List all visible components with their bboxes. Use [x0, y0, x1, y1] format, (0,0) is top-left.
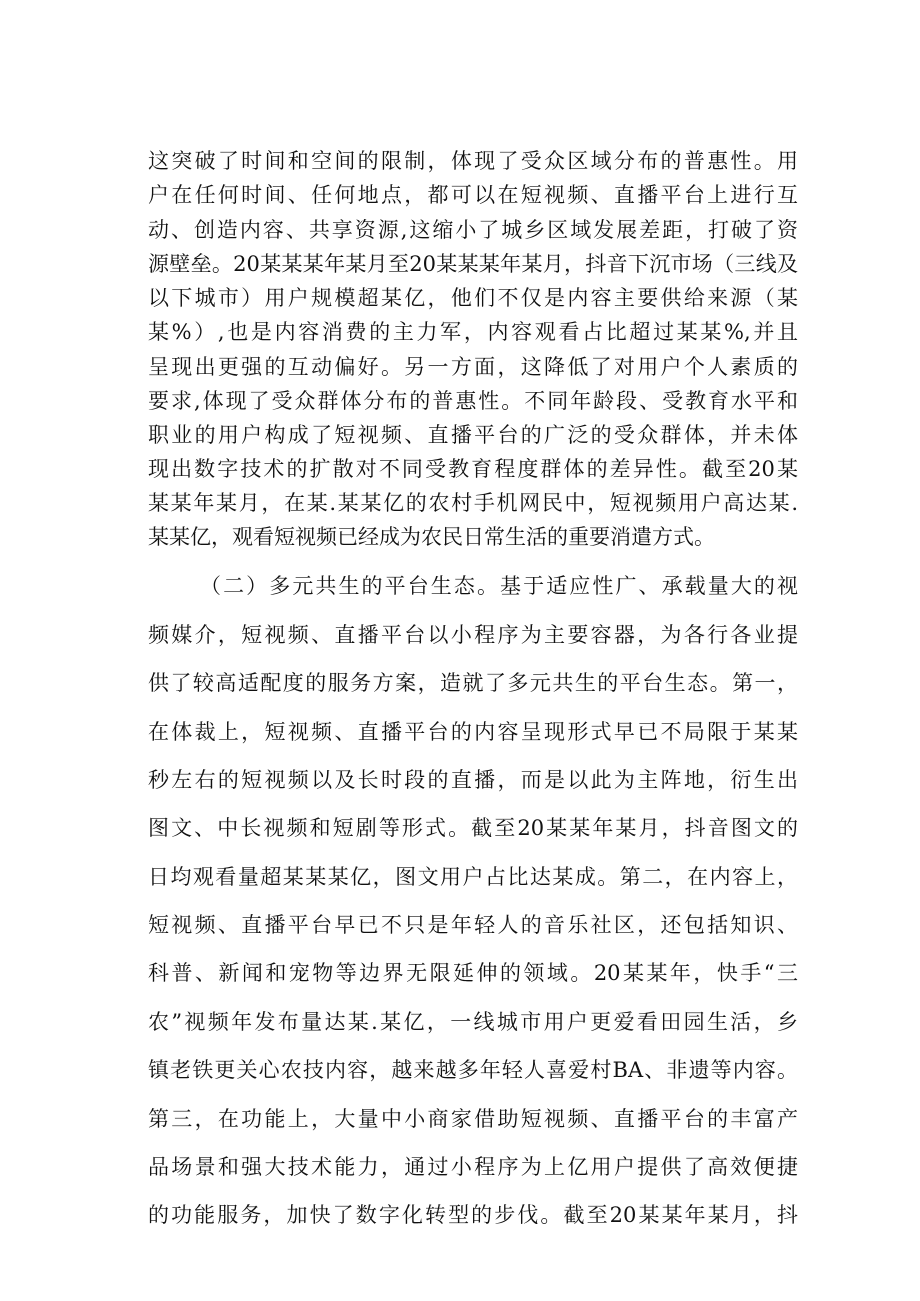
- paragraph-line: 的功能服务，加快了数字化转型的步伐。截至20某某年某月，抖: [148, 1203, 798, 1227]
- paragraph-line: 科普、新闻和宠物等边界无限延伸的领域。20某某年，快手“三: [148, 961, 798, 985]
- paragraph-line: 镇老铁更关心农技内容，越来越多年轻人喜爱村BA、非遗等内容。: [148, 1058, 798, 1082]
- paragraph-line: 秒左右的短视频以及长时段的直播，而是以此为主阵地，衍生出: [148, 768, 798, 792]
- paragraph-line: 现出数字技术的扩散对不同受教育程度群体的差异性。截至20某: [148, 457, 798, 481]
- paragraph-line: 日均观看量超某某某亿，图文用户占比达某成。第二，在内容上，: [148, 865, 798, 889]
- paragraph-line: 在体裁上，短视频、直播平台的内容呈现形式早已不局限于某某: [148, 720, 798, 744]
- paragraph-line: （二）多元共生的平台生态。基于适应性广、承载量大的视: [200, 574, 798, 598]
- paragraph-line: 动、创造内容、共享资源,这缩小了城乡区域发展差距，打破了资: [148, 218, 798, 242]
- paragraph-line: 短视频、直播平台早已不只是年轻人的音乐社区，还包括知识、: [148, 913, 798, 937]
- paragraph-line: 呈现出更强的互动偏好。另一方面，这降低了对用户个人素质的: [148, 355, 798, 379]
- paragraph-line: 源壁垒。20某某某年某月至20某某某年某月，抖音下沉市场（三线及: [148, 252, 798, 276]
- paragraph-line: 品场景和强大技术能力，通过小程序为上亿用户提供了高效便捷: [148, 1155, 798, 1179]
- paragraph-line: 某某亿，观看短视频已经成为农民日常生活的重要消遣方式。: [148, 525, 715, 549]
- paragraph-line: 供了较高适配度的服务方案，造就了多元共生的平台生态。第一，: [148, 671, 798, 695]
- paragraph-line: 某某年某月，在某.某某亿的农村手机网民中，短视频用户高达某.: [148, 491, 798, 515]
- paragraph-line: 第三，在功能上，大量中小商家借助短视频、直播平台的丰富产: [148, 1107, 798, 1131]
- paragraph-line: 职业的用户构成了短视频、直播平台的广泛的受众群体，并未体: [148, 423, 798, 447]
- paragraph-line: 农”视频年发布量达某.某亿，一线城市用户更爱看田园生活，乡: [148, 1010, 798, 1034]
- paragraph-line: 图文、中长视频和短剧等形式。截至20某某年某月，抖音图文的: [148, 816, 798, 840]
- paragraph-line: 以下城市）用户规模超某亿，他们不仅是内容主要供给来源（某: [148, 286, 798, 310]
- paragraph-line: 频媒介，短视频、直播平台以小程序为主要容器，为各行各业提: [148, 623, 798, 647]
- paragraph-line: 某%）,也是内容消费的主力军，内容观看占比超过某某%,并且: [148, 320, 798, 344]
- paragraph-line: 户在任何时间、任何地点，都可以在短视频、直播平台上进行互: [148, 183, 798, 207]
- paragraph-line: 要求,体现了受众群体分布的普惠性。不同年龄段、受教育水平和: [148, 389, 798, 413]
- paragraph-line: 这突破了时间和空间的限制，体现了受众区域分布的普惠性。用: [148, 149, 798, 173]
